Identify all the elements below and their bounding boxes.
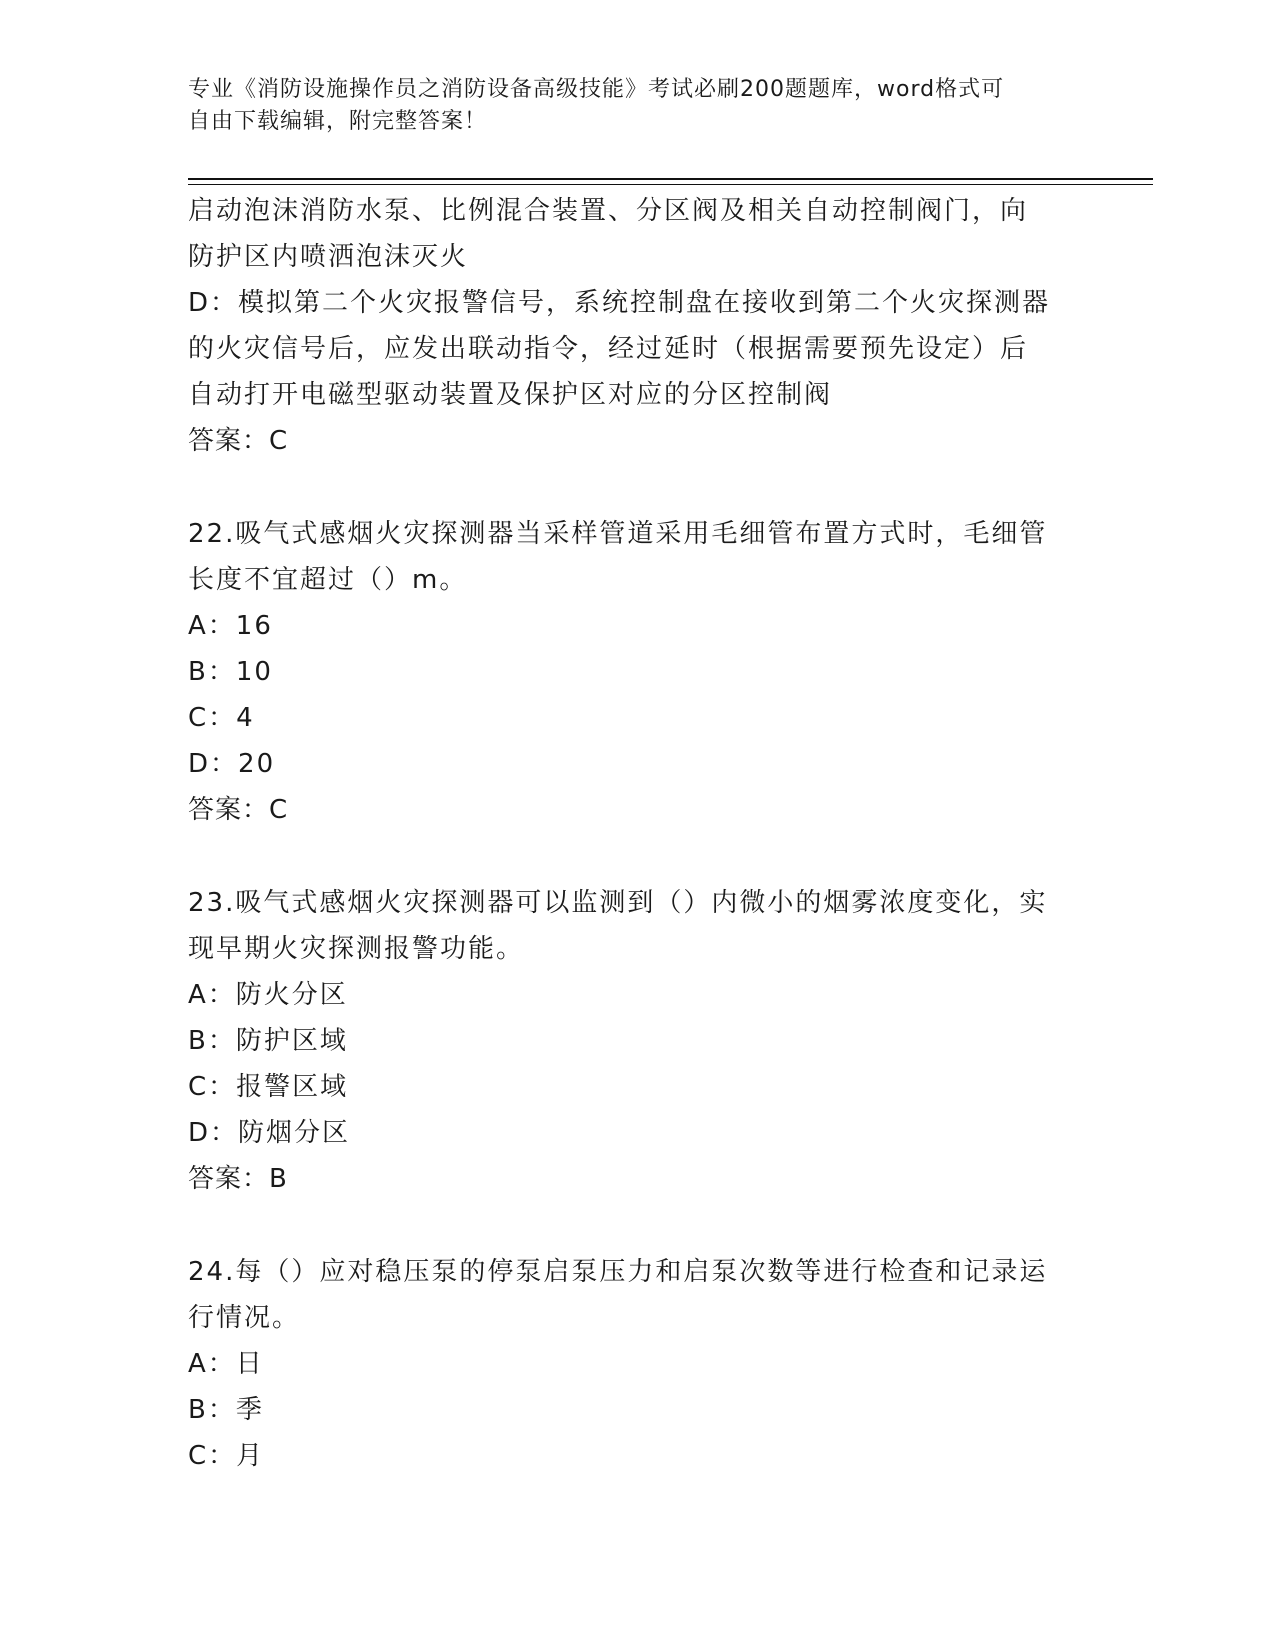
option-d: D：防烟分区 [188, 1118, 351, 1148]
option-a: A：日 [188, 1349, 264, 1379]
question-gap [188, 833, 1088, 880]
option-d-line: 的火灾信号后，应发出联动指令，经过延时（根据需要预先设定）后 [188, 334, 1029, 364]
option-c: C：报警区域 [188, 1072, 349, 1102]
option-d-line: D：模拟第二个火灾报警信号，系统控制盘在接收到第二个火灾探测器 [188, 288, 1051, 318]
option-a: A：防火分区 [188, 980, 348, 1010]
question-stem-line: 23.吸气式感烟火灾探测器可以监测到（）内微小的烟雾浓度变化，实 [188, 888, 1048, 918]
answer-line: 答案：B [188, 1164, 288, 1194]
option-b: B：季 [188, 1395, 264, 1425]
option-d-line: 自动打开电磁型驱动装置及保护区对应的分区控制阀 [188, 380, 833, 410]
carryover-line: 防护区内喷洒泡沫灭火 [188, 242, 469, 272]
header-rule-thick [188, 178, 1153, 180]
header-line-1: 专业《消防设施操作员之消防设备高级技能》考试必刷200题题库，word格式可 [188, 77, 1005, 102]
option-b: B：防护区域 [188, 1026, 348, 1056]
question-24 [188, 1249, 1088, 1479]
option-d: D：20 [188, 749, 276, 779]
header-line-2: 自由下载编辑，附完整答案！ [188, 109, 488, 134]
option-a: A：16 [188, 611, 273, 641]
question-stem-line: 现早期火灾探测报警功能。 [188, 934, 525, 964]
question-stem-line: 22.吸气式感烟火灾探测器当采样管道采用毛细管布置方式时，毛细管 [188, 519, 1048, 549]
question-23 [188, 880, 1088, 1202]
carryover-line: 启动泡沫消防水泵、比例混合装置、分区阀及相关自动控制阀门，向 [188, 196, 1029, 226]
option-c: C：月 [188, 1441, 265, 1471]
question-gap [188, 1202, 1088, 1249]
option-b: B：10 [188, 657, 273, 687]
option-c: C：4 [188, 703, 255, 733]
question-stem-line: 24.每（）应对稳压泵的停泵启泵压力和启泵次数等进行检查和记录运 [188, 1257, 1048, 1287]
answer-line: 答案：C [188, 795, 289, 825]
question-gap [188, 464, 1088, 511]
question-stem-line: 长度不宜超过（）m。 [188, 565, 468, 595]
question-content [188, 188, 1088, 1479]
question-stem-line: 行情况。 [188, 1303, 301, 1333]
answer-line: 答案：C [188, 426, 289, 456]
document-header [188, 74, 1088, 138]
question-22 [188, 511, 1088, 833]
carryover-question [188, 188, 1088, 464]
header-rule-thin [188, 184, 1153, 185]
